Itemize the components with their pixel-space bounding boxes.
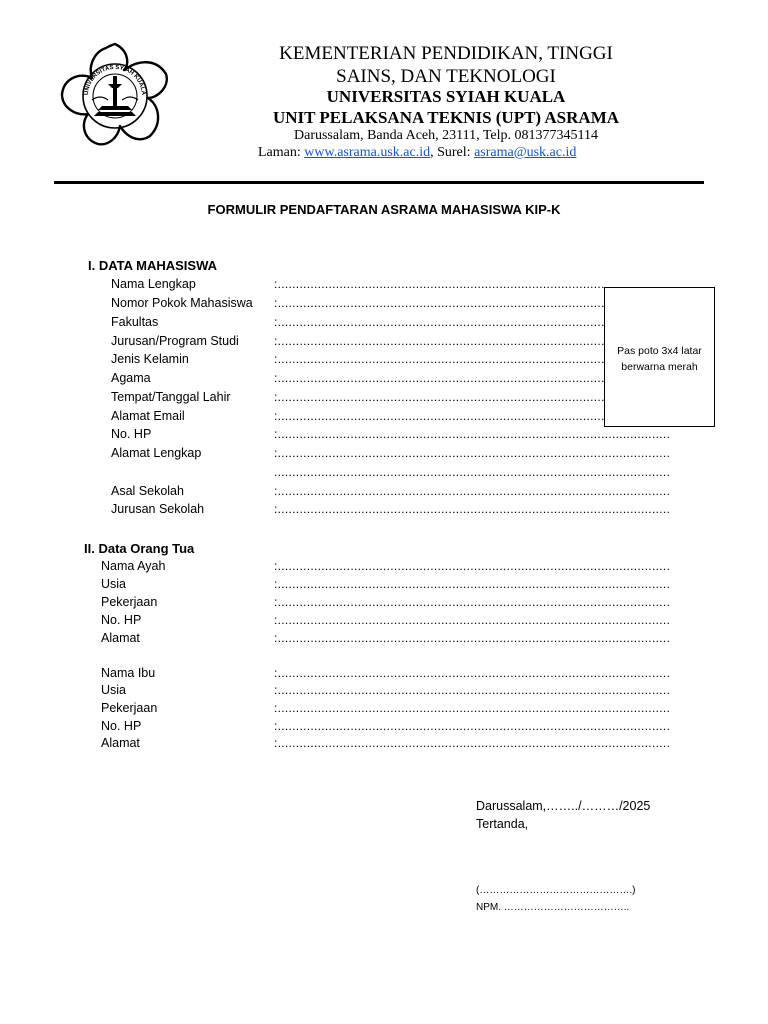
university-name: UNIVERSITAS SYIAH KUALA <box>326 87 566 106</box>
field-label: Nama Lengkap <box>111 277 196 291</box>
fill-line-pekerjaan-ayah[interactable]: : ..... <box>274 595 670 610</box>
fill-line-asal-sekolah[interactable]: : ..... <box>274 484 670 499</box>
header-divider <box>54 181 704 184</box>
fill-line-nama-ayah[interactable]: : ..... <box>274 559 670 574</box>
field-label: Alamat Email <box>111 409 185 423</box>
field-label: Tempat/Tanggal Lahir <box>111 390 231 404</box>
field-label: No. HP <box>101 719 142 733</box>
address-line: Darussalam, Banda Aceh, 23111, Telp. 081377345114 <box>294 128 598 143</box>
field-label: Fakultas <box>111 315 159 329</box>
fill-line-nama-lengkap[interactable]: : ..... <box>274 277 604 292</box>
field-label: Pekerjaan <box>101 595 158 609</box>
university-logo <box>58 40 173 148</box>
fill-line-jurusan[interactable]: : ..... <box>274 334 604 349</box>
field-label: Usia <box>101 577 127 591</box>
fill-line-jurusan-sekolah[interactable]: : ..... <box>274 502 670 517</box>
field-label: Usia <box>101 683 127 697</box>
photo-instruction: Pas poto 3x4 latar berwarna merah <box>617 345 702 373</box>
field-label: Alamat <box>101 631 140 645</box>
fill-line-ttl[interactable]: : ..... <box>274 390 604 405</box>
field-label: Nama Ibu <box>101 666 156 680</box>
flower-seal-icon <box>58 40 173 148</box>
field-label: Jurusan/Program Studi <box>111 334 239 348</box>
fill-line-no-hp[interactable]: : ..... <box>274 427 670 442</box>
ministry-line-2: SAINS, DAN TEKNOLOGI <box>336 66 556 87</box>
fill-line-fakultas[interactable]: : ..... <box>274 315 604 330</box>
signature-name-line[interactable]: (……………………………………….) <box>476 885 636 896</box>
fill-line-npm[interactable]: : ..... <box>274 296 604 311</box>
section-1-title: I. DATA MAHASISWA <box>88 258 218 273</box>
website-link[interactable]: www.asrama.usk.ac.id <box>304 145 431 160</box>
email-link[interactable]: asrama@usk.ac.id <box>474 145 577 160</box>
form-title: FORMULIR PENDAFTARAN ASRAMA MAHASISWA KIP-K <box>207 202 561 217</box>
fill-line-pekerjaan-ibu[interactable]: : ..... <box>274 701 670 716</box>
field-label: Jurusan Sekolah <box>111 502 205 516</box>
fill-line-agama[interactable]: : ..... <box>274 371 604 386</box>
fill-line-alamat-ibu[interactable]: : ..... <box>274 736 670 751</box>
field-label: Jenis Kelamin <box>111 352 189 366</box>
ministry-line-1: KEMENTERIAN PENDIDIKAN, TINGGI <box>279 43 613 64</box>
field-label: Nomor Pokok Mahasiswa <box>111 296 253 310</box>
field-label: Alamat Lengkap <box>111 446 202 460</box>
photo-placeholder <box>604 287 715 427</box>
signature-npm-line[interactable]: NPM. ……………………………….. <box>476 902 630 913</box>
field-label: Alamat <box>101 736 140 750</box>
fill-line-hp-ayah[interactable]: : ..... <box>274 613 670 628</box>
section-2-title: II. Data Orang Tua <box>84 541 195 556</box>
contact-line <box>258 144 576 161</box>
fill-line-hp-ibu[interactable]: : ..... <box>274 719 670 734</box>
signature-date: Darussalam,……../………/2025 <box>476 799 651 813</box>
field-label: Agama <box>111 371 151 385</box>
fill-line-alamat-1[interactable]: : ..... <box>274 446 670 461</box>
unit-name: UNIT PELAKSANA TEKNIS (UPT) ASRAMA <box>272 108 620 127</box>
field-label: Nama Ayah <box>101 559 166 573</box>
svg-text:UNIVERSITAS SYIAH KUALA: UNIVERSITAS SYIAH KUALA <box>83 64 147 96</box>
email-label: , Surel: <box>430 145 475 160</box>
web-label: Laman: <box>258 145 305 160</box>
fill-line-email[interactable]: : ..... <box>274 409 604 424</box>
fill-line-usia-ayah[interactable]: : ..... <box>274 577 670 592</box>
field-label: No. HP <box>111 427 152 441</box>
signature-label: Tertanda, <box>476 817 529 831</box>
field-label: No. HP <box>101 613 142 627</box>
fill-line-nama-ibu[interactable]: : ..... <box>274 666 670 681</box>
field-label: Pekerjaan <box>101 701 158 715</box>
fill-line-alamat-2[interactable] <box>274 465 670 480</box>
fill-line-usia-ibu[interactable]: : ..... <box>274 683 670 698</box>
fill-line-alamat-ayah[interactable]: : ..... <box>274 631 670 646</box>
fill-line-jenis-kelamin[interactable]: : ..... <box>274 352 604 367</box>
field-label: Asal Sekolah <box>111 484 184 498</box>
